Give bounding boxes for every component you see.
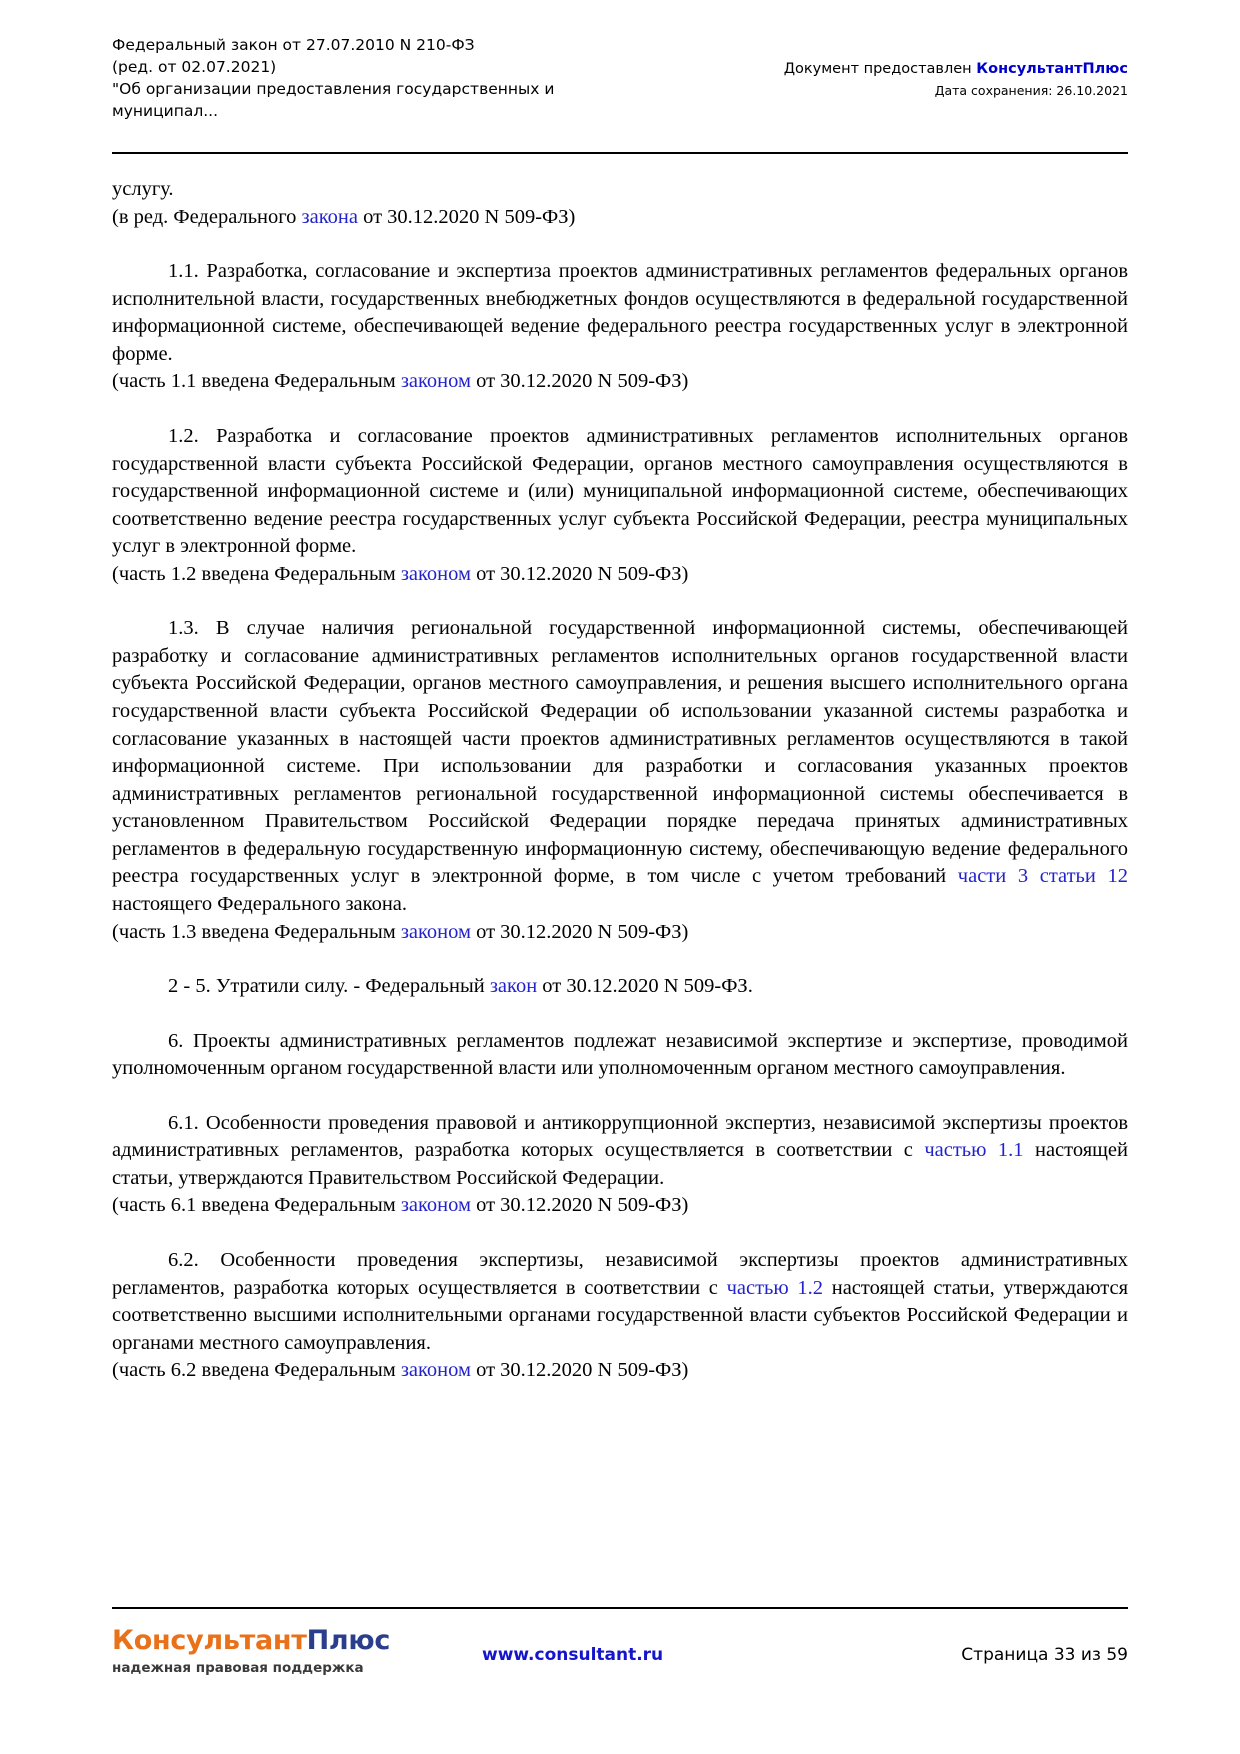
paragraph-text: 2 - 5. Утратили силу. - Федеральный (168, 975, 490, 998)
logo-wordmark (112, 1627, 412, 1655)
footer-divider (112, 1607, 1128, 1609)
paragraph-gap (112, 1220, 1128, 1247)
paragraph-text: услугу. (112, 178, 174, 200)
legal-reference-link[interactable]: законом (400, 1194, 471, 1217)
paragraph-text: (в ред. Федерального (112, 205, 302, 228)
paragraph-gap (112, 588, 1128, 615)
paragraph-text: (часть 1.3 введена Федеральным (112, 920, 401, 943)
paragraph-text: от 30.12.2020 N 509-ФЗ. (537, 975, 753, 998)
paragraph-text: настоящей статьи, утверждаются соответственно высшими исполнительными органами государственной власти субъектов Российской Федерации и органами местного самоуправления. (112, 1276, 1128, 1354)
paragraph-text: от 30.12.2020 N 509-ФЗ) (470, 920, 689, 943)
paragraph-part-6-2-note (112, 1357, 1128, 1385)
paragraph-text: 6. Проекты административных регламентов подлежат независимой экспертизе и экспертизе, проводимой уполномоченным органом государственной власти или уполномоченным органом местного самоуправления. (112, 1029, 1128, 1080)
paragraph-text: настоящего Федерального закона. (112, 892, 408, 915)
provided-by-label: Документ предоставлен (783, 61, 977, 77)
document-source-block (784, 34, 1128, 99)
paragraph-text: от 30.12.2020 N 509-ФЗ) (470, 562, 689, 585)
paragraph-text: 6.1. Особенности проведения правовой и антикоррупционной экспертиз, независимой экспертизы проектов административных регламентов, разработка которых осуществляется в соответствии с (112, 1111, 1128, 1162)
paragraph-text: (часть 1.1 введена Федеральным (112, 370, 401, 393)
paragraph-part-6-2 (112, 1247, 1128, 1357)
paragraph-parts-2-5 (112, 973, 1128, 1001)
paragraph-continued-uslugu (112, 176, 1128, 204)
paragraph-gap (112, 231, 1128, 258)
paragraph-part-1-1-note (112, 368, 1128, 396)
paragraph-text: от 30.12.2020 N 509-ФЗ) (470, 1194, 689, 1217)
paragraph-part-1-2 (112, 423, 1128, 561)
paragraph-text: 6.2. Особенности проведения экспертизы, независимой экспертизы проектов административных регламентов, разработка которых осуществляется в соответствии с (112, 1249, 1128, 1299)
document-title-line-2: (ред. от 02.07.2021) (112, 58, 277, 76)
paragraph-text: (часть 1.2 введена Федеральным (112, 562, 401, 585)
document-header (112, 34, 1128, 122)
document-title-line-3: "Об организации предоставления государственных и (112, 80, 555, 98)
paragraph-part-6-1 (112, 1110, 1128, 1193)
paragraph-part-6 (112, 1028, 1128, 1083)
paragraph-text: (часть 6.1 введена Федеральным (112, 1194, 401, 1217)
legal-reference-link[interactable]: законом (400, 1359, 471, 1382)
paragraph-part-1-2-note (112, 561, 1128, 589)
paragraph-text: 1.3. В случае наличия региональной государственной информационной системы, обеспечивающей разработку и согласование административных регламентов исполнительных органов государственной власти субъекта Российской Федерации, органов местного самоуправления, и решения высшего исполнительного органа государственной власти субъекта Российской Федерации об использовании указанной системы разработка и согласование указанных в настоящей части проектов административных регламентов осуществляются в такой информационной системе. При использовании для разработки и согласования указанных проектов административных регламентов региональной государственной информационной системы обеспечивается в установленном Правительством Российской Федерации порядке передача принятых административных регламентов в федеральную государственную информационную систему, обеспечивающую ведение федерального реестра государственных услуг в электронной форме, в том числе с учетом требований (112, 617, 1128, 888)
logo-wordmark-part-1: Консультант (112, 1625, 307, 1656)
header-divider (112, 152, 1128, 154)
legal-reference-link[interactable]: законом (400, 920, 471, 943)
legal-reference-link[interactable]: законом (400, 562, 471, 585)
logo-tagline: надежная правовая поддержка (112, 1660, 364, 1677)
provided-by-line (784, 60, 1128, 80)
paragraph-text: от 30.12.2020 N 509-ФЗ) (470, 370, 689, 393)
saved-date-label: Дата сохранения: 26.10.2021 (934, 82, 1128, 98)
document-title-line-4: муниципал... (112, 102, 219, 120)
paragraph-part-1-1 (112, 258, 1128, 368)
paragraph-part-1-3-note (112, 919, 1128, 947)
document-title-line-1: Федеральный закон от 27.07.2010 N 210-ФЗ (112, 36, 475, 54)
legal-reference-link[interactable]: частью 1.2 (726, 1276, 824, 1299)
paragraph-text: 1.2. Разработка и согласование проектов административных регламентов исполнительных органов государственной власти субъекта Российской Федерации, органов местного самоуправления осуществляются в государственной информационной системе и (или) муниципальной информационной системе, обеспечивающих соответственно ведение реестра государственных услуг субъекта Российской Федерации, реестра муниципальных услуг в электронной форме. (112, 424, 1128, 558)
paragraph-ed-509fz-ref-0 (112, 204, 1128, 232)
page-number-label: Страница 33 из 59 (961, 1645, 1128, 1665)
paragraph-text: настоящей статьи, утверждаются Правительством Российской Федерации. (112, 1139, 1128, 1189)
paragraph-part-1-3 (112, 615, 1128, 918)
paragraph-gap (112, 946, 1128, 973)
paragraph-part-6-1-note (112, 1192, 1128, 1220)
logo-wordmark-part-2: Плюс (306, 1625, 391, 1656)
legal-reference-link[interactable]: законом (400, 370, 471, 393)
document-footer (112, 1627, 1128, 1676)
consultant-plus-logo (112, 1627, 412, 1676)
legal-reference-link[interactable]: частью 1.1 (924, 1139, 1024, 1162)
legal-reference-link[interactable]: закон (489, 975, 538, 998)
paragraph-text: от 30.12.2020 N 509-ФЗ) (357, 205, 576, 228)
consultant-website-link[interactable]: www.consultant.ru (482, 1645, 664, 1665)
legal-reference-link[interactable]: закона (301, 205, 358, 228)
paragraph-text: от 30.12.2020 N 509-ФЗ) (470, 1359, 689, 1382)
consultant-plus-brand: КонсультантПлюс (976, 61, 1128, 77)
legal-reference-link[interactable]: части 3 статьи 12 (957, 865, 1128, 888)
document-body (112, 176, 1128, 1385)
paragraph-text: (часть 6.2 введена Федеральным (112, 1359, 401, 1382)
document-title-block (112, 34, 554, 122)
paragraph-gap (112, 396, 1128, 423)
paragraph-gap (112, 1001, 1128, 1028)
paragraph-gap (112, 1083, 1128, 1110)
paragraph-text: 1.1. Разработка, согласование и экспертиза проектов административных регламентов федеральных органов исполнительной власти, государственных внебюджетных фондов осуществляются в федеральной государственной информационной системе, обеспечивающей ведение федерального реестра государственных услуг в электронной форме. (112, 260, 1128, 365)
